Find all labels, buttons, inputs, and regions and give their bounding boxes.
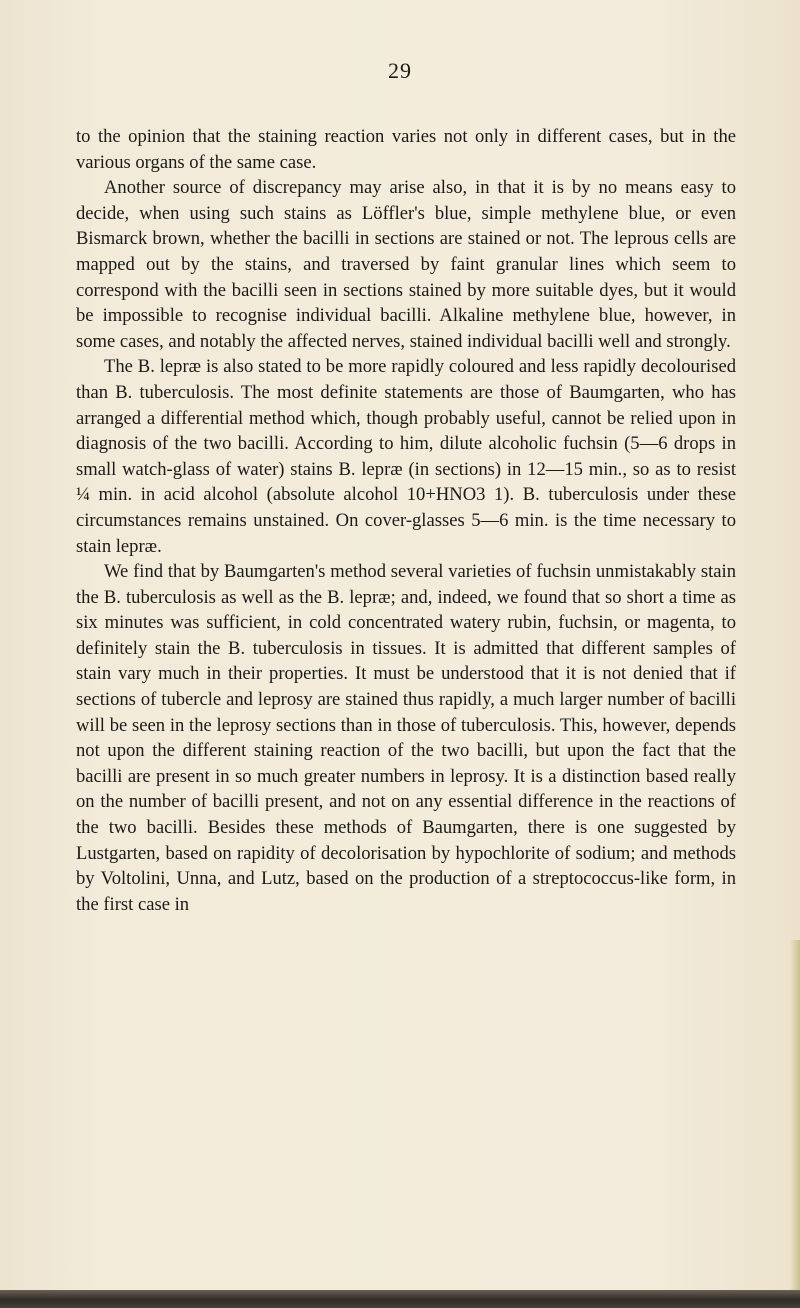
- body-text: [76, 124, 736, 917]
- paragraph-4: We find that by Baumgarten's method several varieties of fuchsin unmistakably stain the B. tuberculosis as well as the B. lepræ; and, indeed, we found that so short a time as six minutes was sufficient, in cold concentrated watery rubin, fuchsin, or magenta, to definitely stain the B. tuberculosis in tissues. It is admitted that different samples of stain vary much in their properties. It must be understood that it is not denied that if sections of tubercle and leprosy are stained thus rapidly, a much larger number of bacilli will be seen in the leprosy sections than in those of tuberculosis. This, however, depends not upon the different staining reaction of the two bacilli, but upon the fact that the bacilli are present in so much greater numbers in leprosy. It is a distinction based really on the number of bacilli present, and not on any essential difference in the reactions of the two bacilli. Besides these methods of Baumgarten, there is one suggested by Lustgarten, based on rapidity of decolorisation by hypochlorite of sodium; and methods by Voltolini, Unna, and Lutz, based on the production of a streptococcus-like form, in the first case in: [76, 561, 736, 915]
- page-number: 29: [388, 58, 412, 83]
- page-edge-shadow: [790, 940, 800, 1290]
- paragraph-2: Another source of discrepancy may arise also, in that it is by no means easy to decide, when using such stains as Löffler's blue, simple methylene blue, or even Bismarck brown, whether the bacilli in sections are stained or not. The leprous cells are mapped out by the stains, and traversed by faint granular lines which seem to correspond with the bacilli seen in sections stained by more suitable dyes, but it would be impossible to recognise individual bacilli. Alkaline methylene blue, however, in some cases, and notably the affected nerves, stained individual bacilli well and strongly.: [76, 177, 736, 352]
- paragraph-1: to the opinion that the staining reaction varies not only in different cases, but in the various organs of the same case.: [76, 126, 736, 173]
- bottom-scan-edge: [0, 1290, 800, 1308]
- paragraph-3: The B. lepræ is also stated to be more rapidly coloured and less rapidly decolourised than B. tuberculosis. The most definite statements are those of Baumgarten, who has arranged a differential method which, though probably useful, cannot be relied upon in diagnosis of the two bacilli. According to him, dilute alcoholic fuchsin (5—6 drops in small watch-glass of water) stains B. lepræ (in sections) in 12—15 min., so as to resist ¼ min. in acid alcohol (absolute alcohol 10+HNO3 1). B. tuberculosis under these circumstances remains unstained. On cover-glasses 5—6 min. is the time necessary to stain lepræ.: [76, 356, 736, 557]
